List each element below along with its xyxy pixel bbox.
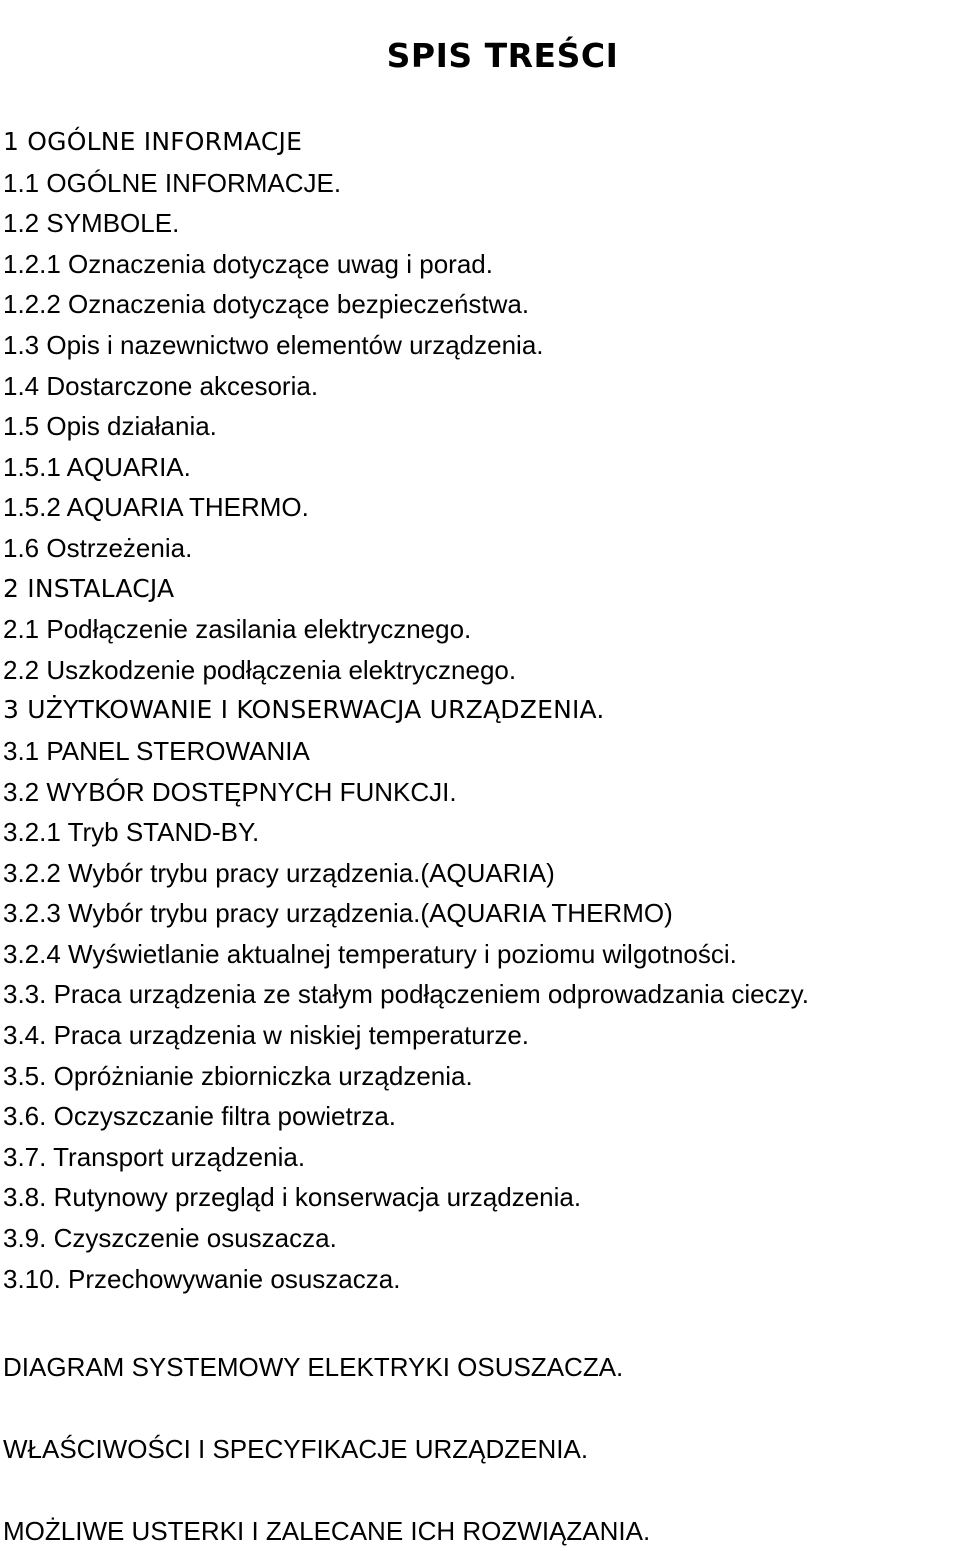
toc-entry: 3.9. Czyszczenie osuszacza. bbox=[3, 1223, 337, 1254]
toc-entry: 1.5 Opis działania. bbox=[3, 411, 217, 442]
toc-entry: 1.2 SYMBOLE. bbox=[3, 208, 180, 239]
toc-entry: 3.5. Opróżnianie zbiorniczka urządzenia. bbox=[3, 1060, 473, 1091]
toc-entry: 1.6 Ostrzeżenia. bbox=[3, 532, 193, 563]
toc-entry: 1.5.1 AQUARIA. bbox=[3, 451, 191, 482]
toc-entry: 3.2 WYBÓR DOSTĘPNYCH FUNKCJI. bbox=[3, 776, 457, 807]
page-title: SPIS TREŚCI bbox=[386, 36, 619, 76]
toc-entry: 1.5.2 AQUARIA THERMO. bbox=[3, 492, 309, 523]
toc-entry: 3.8. Rutynowy przegląd i konserwacja urządzenia. bbox=[3, 1182, 582, 1213]
toc-entry: 3.1 PANEL STEROWANIA bbox=[3, 735, 310, 766]
table-of-contents bbox=[3, 122, 809, 1299]
toc-section-heading: 1 OGÓLNE INFORMACJE bbox=[3, 127, 303, 156]
appendix-heading-troubleshooting: MOŻLIWE USTERKI I ZALECANE ICH ROZWIĄZANIA. bbox=[3, 1516, 651, 1546]
toc-entry: 1.1 OGÓLNE INFORMACJE. bbox=[3, 167, 342, 198]
toc-entry: 3.10. Przechowywanie osuszacza. bbox=[3, 1263, 401, 1294]
toc-entry: 1.4 Dostarczone akcesoria. bbox=[3, 370, 319, 401]
appendix-heading-specifications: WŁAŚCIWOŚCI I SPECYFIKACJE URZĄDZENIA. bbox=[3, 1434, 589, 1464]
toc-entry: 3.4. Praca urządzenia w niskiej temperaturze. bbox=[3, 1020, 530, 1051]
toc-entry: 3.3. Praca urządzenia ze stałym podłączeniem odprowadzania cieczy. bbox=[3, 979, 809, 1010]
toc-entry: 1.2.2 Oznaczenia dotyczące bezpieczeństwa. bbox=[3, 289, 530, 320]
toc-entry: 1.3 Opis i nazewnictwo elementów urządzenia. bbox=[3, 329, 544, 360]
toc-entry: 1.2.1 Oznaczenia dotyczące uwag i porad. bbox=[3, 248, 493, 279]
toc-entry: 3.2.2 Wybór trybu pracy urządzenia.(AQUARIA) bbox=[3, 857, 555, 888]
toc-entry: 3.7. Transport urządzenia. bbox=[3, 1141, 306, 1172]
toc-entry: 3.2.3 Wybór trybu pracy urządzenia.(AQUARIA THERMO) bbox=[3, 898, 673, 929]
toc-section-heading: 3 UŻYTKOWANIE I KONSERWACJA URZĄDZENIA. bbox=[3, 695, 605, 725]
appendix-heading-electrical-diagram: DIAGRAM SYSTEMOWY ELEKTRYKI OSUSZACZA. bbox=[3, 1352, 624, 1382]
toc-entry: 3.6. Oczyszczanie filtra powietrza. bbox=[3, 1101, 397, 1132]
toc-entry: 2.1 Podłączenie zasilania elektrycznego. bbox=[3, 614, 472, 645]
toc-section-heading: 2 INSTALACJA bbox=[3, 573, 175, 603]
toc-entry: 3.2.4 Wyświetlanie aktualnej temperatury i poziomu wilgotności. bbox=[3, 938, 737, 969]
toc-entry: 3.2.1 Tryb STAND-BY. bbox=[3, 817, 260, 848]
toc-entry: 2.2 Uszkodzenie podłączenia elektrycznego. bbox=[3, 654, 517, 685]
